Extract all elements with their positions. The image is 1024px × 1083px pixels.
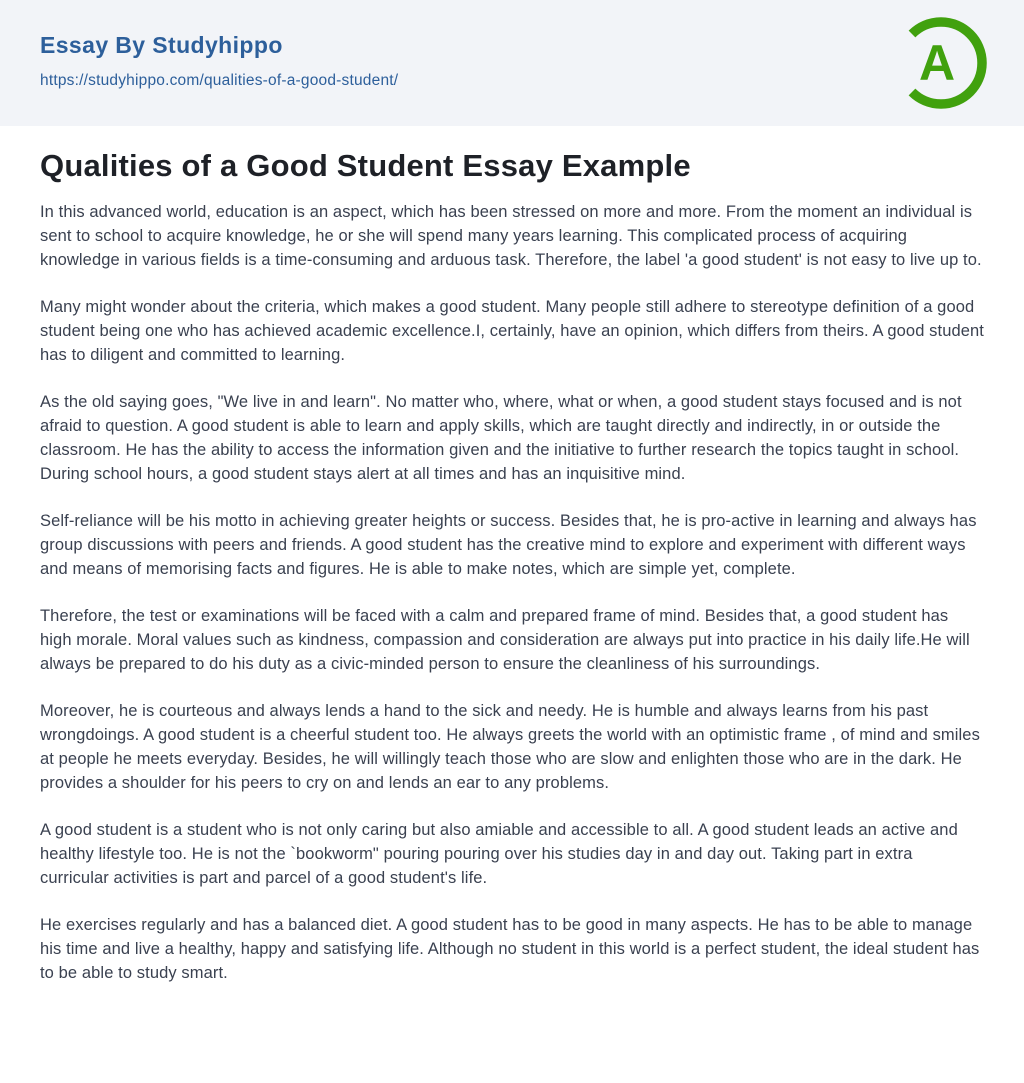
- essay-title: Qualities of a Good Student Essay Example: [40, 148, 691, 183]
- essay-paragraph: Many might wonder about the criteria, which makes a good student. Many people still adhere to stereotype definition of a good student being one who has achieved academic excellence.I, certainly, have an opinion, which differs from theirs. A good student has to diligent and committed to learning.: [40, 298, 984, 364]
- logo-letter: A: [918, 35, 956, 91]
- essay-paragraph: In this advanced world, education is an aspect, which has been stressed on more and more. From the moment an individual is sent to school to acquire knowledge, he or she will spend many years learning. This complicated process of acquiring knowledge in various fields is a time-consuming and arduous task. Therefore, the label 'a good student' is not easy to live up to.: [40, 203, 982, 269]
- essay-page: [0, 126, 1024, 1048]
- source-url-link[interactable]: https://studyhippo.com/qualities-of-a-good-student/: [40, 72, 399, 89]
- essay-paragraph: Self-reliance will be his motto in achieving greater heights or success. Besides that, he is pro-active in learning and always has group discussions with peers and friends. A good student has the creative mind to explore and experiment with different ways and means of memorising facts and figures. He is able to make notes, which are simple yet, complete.: [40, 512, 977, 578]
- essay-paragraph: He exercises regularly and has a balanced diet. A good student has to be good in many aspects. He has to be able to manage his time and live a healthy, happy and satisfying life. Although no student in this world is a perfect student, the ideal student has to be able to study smart.: [40, 916, 980, 982]
- essay-paragraph: A good student is a student who is not only caring but also amiable and accessible to all. A good student leads an active and healthy lifestyle too. He is not the `bookworm" pouring pouring over his studies day in and day out. Taking part in extra curricular activities is part and parcel of a good student's life.: [40, 821, 958, 887]
- essay-body: [40, 200, 984, 985]
- essay-paragraph: Moreover, he is courteous and always lends a hand to the sick and needy. He is humble and always learns from his past wrongdoings. A good student is a cheerful student too. He always greets the world with an optimistic frame , of mind and smiles at people he meets everyday. Besides, he will willingly teach those who are slow and enlighten those who are in the dark. He provides a shoulder for his peers to cry on and lends an ear to any problems.: [40, 702, 980, 792]
- essay-paragraph: As the old saying goes, "We live in and learn". No matter who, where, what or when, a good student stays focused and is not afraid to question. A good student is able to learn and apply skills, which are taught directly and indirectly, in or outside the classroom. He has the ability to access the information given and the initiative to further research the topics taught in school. During school hours, a good student stays alert at all times and has an inquisitive mind.: [40, 393, 962, 483]
- studyhippo-logo: [891, 13, 991, 113]
- byline-title: Essay By Studyhippo: [40, 32, 283, 58]
- essay-paragraph: Therefore, the test or examinations will be faced with a calm and prepared frame of mind. Besides that, a good student has high morale. Moral values such as kindness, compassion and consideration are always put into practice in his daily life.He will always be prepared to do his duty as a civic-minded person to ensure the cleanliness of his surroundings.: [40, 607, 970, 673]
- document-header: [0, 0, 1024, 126]
